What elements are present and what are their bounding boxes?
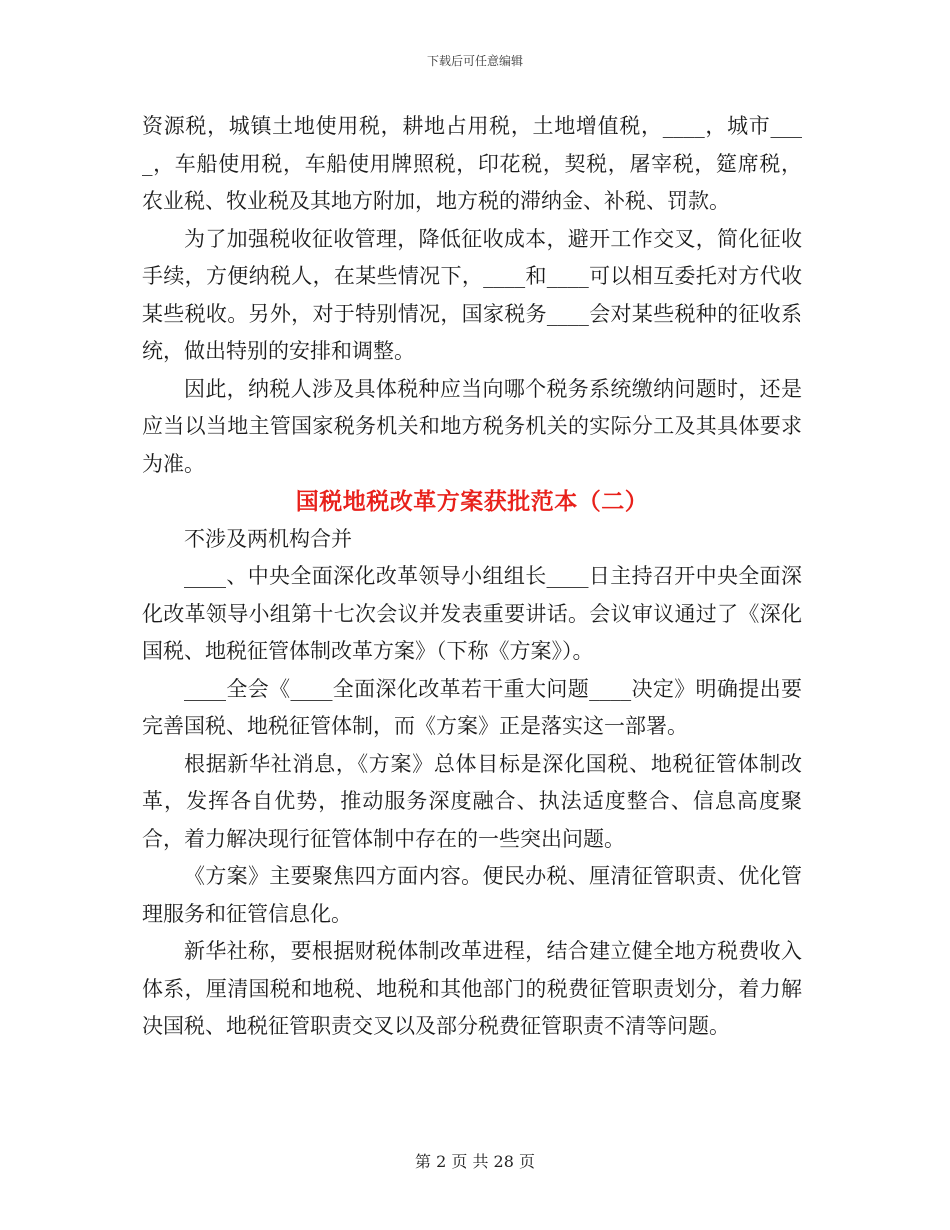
page-header: 下载后可任意编辑 — [426, 54, 523, 68]
document-body — [142, 108, 802, 1046]
paragraph-responsibilities: 新华社称，要根据财税体制改革进程，结合建立健全地方税费收入体系，厘清国税和地税、地税和其他部门的税费征管职责划分，着力解决国税、地税征管职责交叉以及部分税费征管职责不清等问题。 — [142, 939, 802, 1038]
paragraph-conclusion: 因此，纳税人涉及具体税种应当向哪个税务系统缴纳问题时，还是应当以当地主管国家税务机关和地方税务机关的实际分工及其具体要求为准。 — [142, 376, 802, 476]
paragraph-subheading: 不涉及两机构合并 — [184, 526, 352, 551]
paragraph-tax-list: 资源税，城镇土地使用税，耕地占用税，土地增值税，____，城市____，车船使用税，车船使用牌照税，印花税，契税，屠宰税，筵席税，农业税、牧业税及其地方附加，地方税的滞纳金、补税、罚款。 — [142, 114, 802, 213]
section-title: 国税地税改革方案获批范本（二） — [295, 488, 649, 515]
paragraph-plenary: ____全会《____全面深化改革若干重大问题____决定》明确提出要完善国税、地税征管体制，而《方案》正是落实这一部署。 — [142, 676, 802, 738]
paragraph-four-aspects: 《方案》主要聚焦四方面内容。便民办税、厘清征管职责、优化管理服务和征管信息化。 — [142, 864, 802, 926]
paragraph-goal: 根据新华社消息，《方案》总体目标是深化国税、地税征管体制改革，发挥各自优势，推动服务深度融合、执法适度整合、信息高度聚合，着力解决现行征管体制中存在的一些突出问题。 — [142, 751, 802, 851]
paragraph-mutual-entrust: 为了加强税收征收管理，降低征收成本，避开工作交叉，简化征收手续，方便纳税人，在某些情况下，____和____可以相互委托对方代收某些税收。另外，对于特别情况，国家税务____会对某些税种的征收系统，做出特别的安排和调整。 — [142, 226, 802, 363]
page-number: 第 2 页 共 28 页 — [415, 1152, 535, 1171]
paragraph-meeting: ____、中央全面深化改革领导小组组长____日主持召开中央全面深化改革领导小组第十七次会议并发表重要讲话。会议审议通过了《深化国税、地税征管体制改革方案》（下称《方案》）。 — [142, 564, 802, 663]
